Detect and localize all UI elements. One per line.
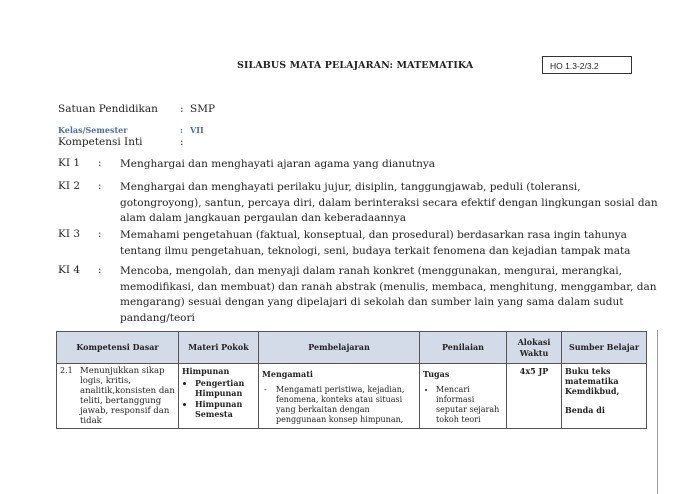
ki-3-text: Memahami pengetahuan (faktual, konseptual, dan prosedural) berdasarkan rasa ingin tahunya tentang ilmu pengetahuan, teknologi, seni, budaya terkait fenomena dan kejadian tampak mata bbox=[120, 229, 631, 257]
kompetensi-inti-label: Kompetensi Inti bbox=[58, 136, 143, 148]
ki-1-number: KI 1 bbox=[58, 157, 81, 169]
kelas-colon: : bbox=[180, 125, 183, 135]
kd-text: Menunjukkan sikap logis, kritis, analitik,konsisten dan teliti, bertanggung jawab, responsif dan tidak bbox=[80, 366, 175, 426]
satuan-value: SMP bbox=[190, 103, 216, 115]
kd-number: 2.1 bbox=[60, 366, 73, 375]
list-item: • Mencari informasi seputar sejarah tokoh teori bbox=[436, 385, 503, 425]
header-materi-pokok: Materi Pokok bbox=[179, 332, 259, 364]
materi-title: Himpunan bbox=[182, 366, 230, 376]
cell-pembelajaran bbox=[259, 364, 420, 429]
table-row bbox=[57, 364, 647, 429]
list-item: • Himpunan Semesta bbox=[195, 399, 255, 419]
table-header-row bbox=[57, 332, 647, 364]
sumber-text-2: Benda di bbox=[565, 405, 605, 415]
satuan-label: Satuan Pendidikan bbox=[58, 103, 158, 115]
ki-1-text: Menghargai dan menghayati ajaran agama yang dianutnya bbox=[120, 158, 436, 170]
header-penilaian: Penilaian bbox=[420, 332, 507, 364]
pembelajaran-title: Mengamati bbox=[262, 369, 313, 379]
cell-penilaian bbox=[420, 364, 507, 429]
cell-materi-pokok bbox=[179, 364, 259, 429]
list-item: - Mengamati peristiwa, kejadian, fenomena, konteks atau situasi yang berkaitan dengan penggunaan konsep himpunan, bbox=[276, 385, 416, 425]
satuan-colon: : bbox=[180, 103, 184, 115]
document-code-box: HO 1.3-2/3.2 bbox=[542, 56, 632, 74]
cell-sumber-belajar bbox=[562, 364, 647, 429]
ki-3-number: KI 3 bbox=[58, 228, 81, 240]
kompetensi-inti-colon: : bbox=[180, 136, 184, 148]
ki-2-colon: : bbox=[98, 180, 102, 192]
penilaian-title: Tugas bbox=[423, 369, 450, 379]
ki-4-text: Mencoba, mengolah, dan menyaji dalam ranah konkret (menggunakan, mengurai, merangkai, memodifikasi, dan membuat) dan ranah abstrak (menulis, membaca, menghitung, menggambar, dan mengarang) sesuai dengan yang dipelajari di sekolah dan sumber lain yang sama dalam sudut pandang/teori bbox=[120, 265, 657, 324]
page-edge-line bbox=[657, 330, 658, 494]
list-item: • Pengertian Himpunan bbox=[195, 378, 255, 398]
sumber-text-1: Buku teks matematika Kemdikbud, bbox=[565, 366, 620, 396]
ki-2-text: Menghargai dan menghayati perilaku jujur, disiplin, tanggungjawab, peduli (toleransi, gotongroyong), santun, percaya diri, dalam berinteraksi secara efektif dengan lingkungan sosial dan alam dalam jangkauan pergaulan dan keberadaannya bbox=[120, 181, 658, 224]
header-alokasi-waktu: Alokasi Waktu bbox=[507, 332, 562, 364]
ki-3-colon: : bbox=[98, 228, 102, 240]
cell-kompetensi-dasar bbox=[57, 364, 179, 429]
ki-4-colon: : bbox=[98, 264, 102, 276]
header-pembelajaran: Pembelajaran bbox=[259, 332, 420, 364]
ki-4-number: KI 4 bbox=[58, 264, 81, 276]
ki-2-number: KI 2 bbox=[58, 180, 81, 192]
syllabus-table bbox=[56, 331, 647, 429]
header-sumber-belajar: Sumber Belajar bbox=[562, 332, 647, 364]
cell-alokasi-waktu: 4x5 JP bbox=[507, 364, 562, 429]
kelas-label: Kelas/Semester bbox=[58, 125, 128, 135]
kelas-value: VII bbox=[190, 125, 204, 135]
ki-1-colon: : bbox=[98, 157, 102, 169]
page-title: SILABUS MATA PELAJARAN: MATEMATIKA bbox=[237, 60, 474, 71]
header-kompetensi-dasar: Kompetensi Dasar bbox=[57, 332, 179, 364]
